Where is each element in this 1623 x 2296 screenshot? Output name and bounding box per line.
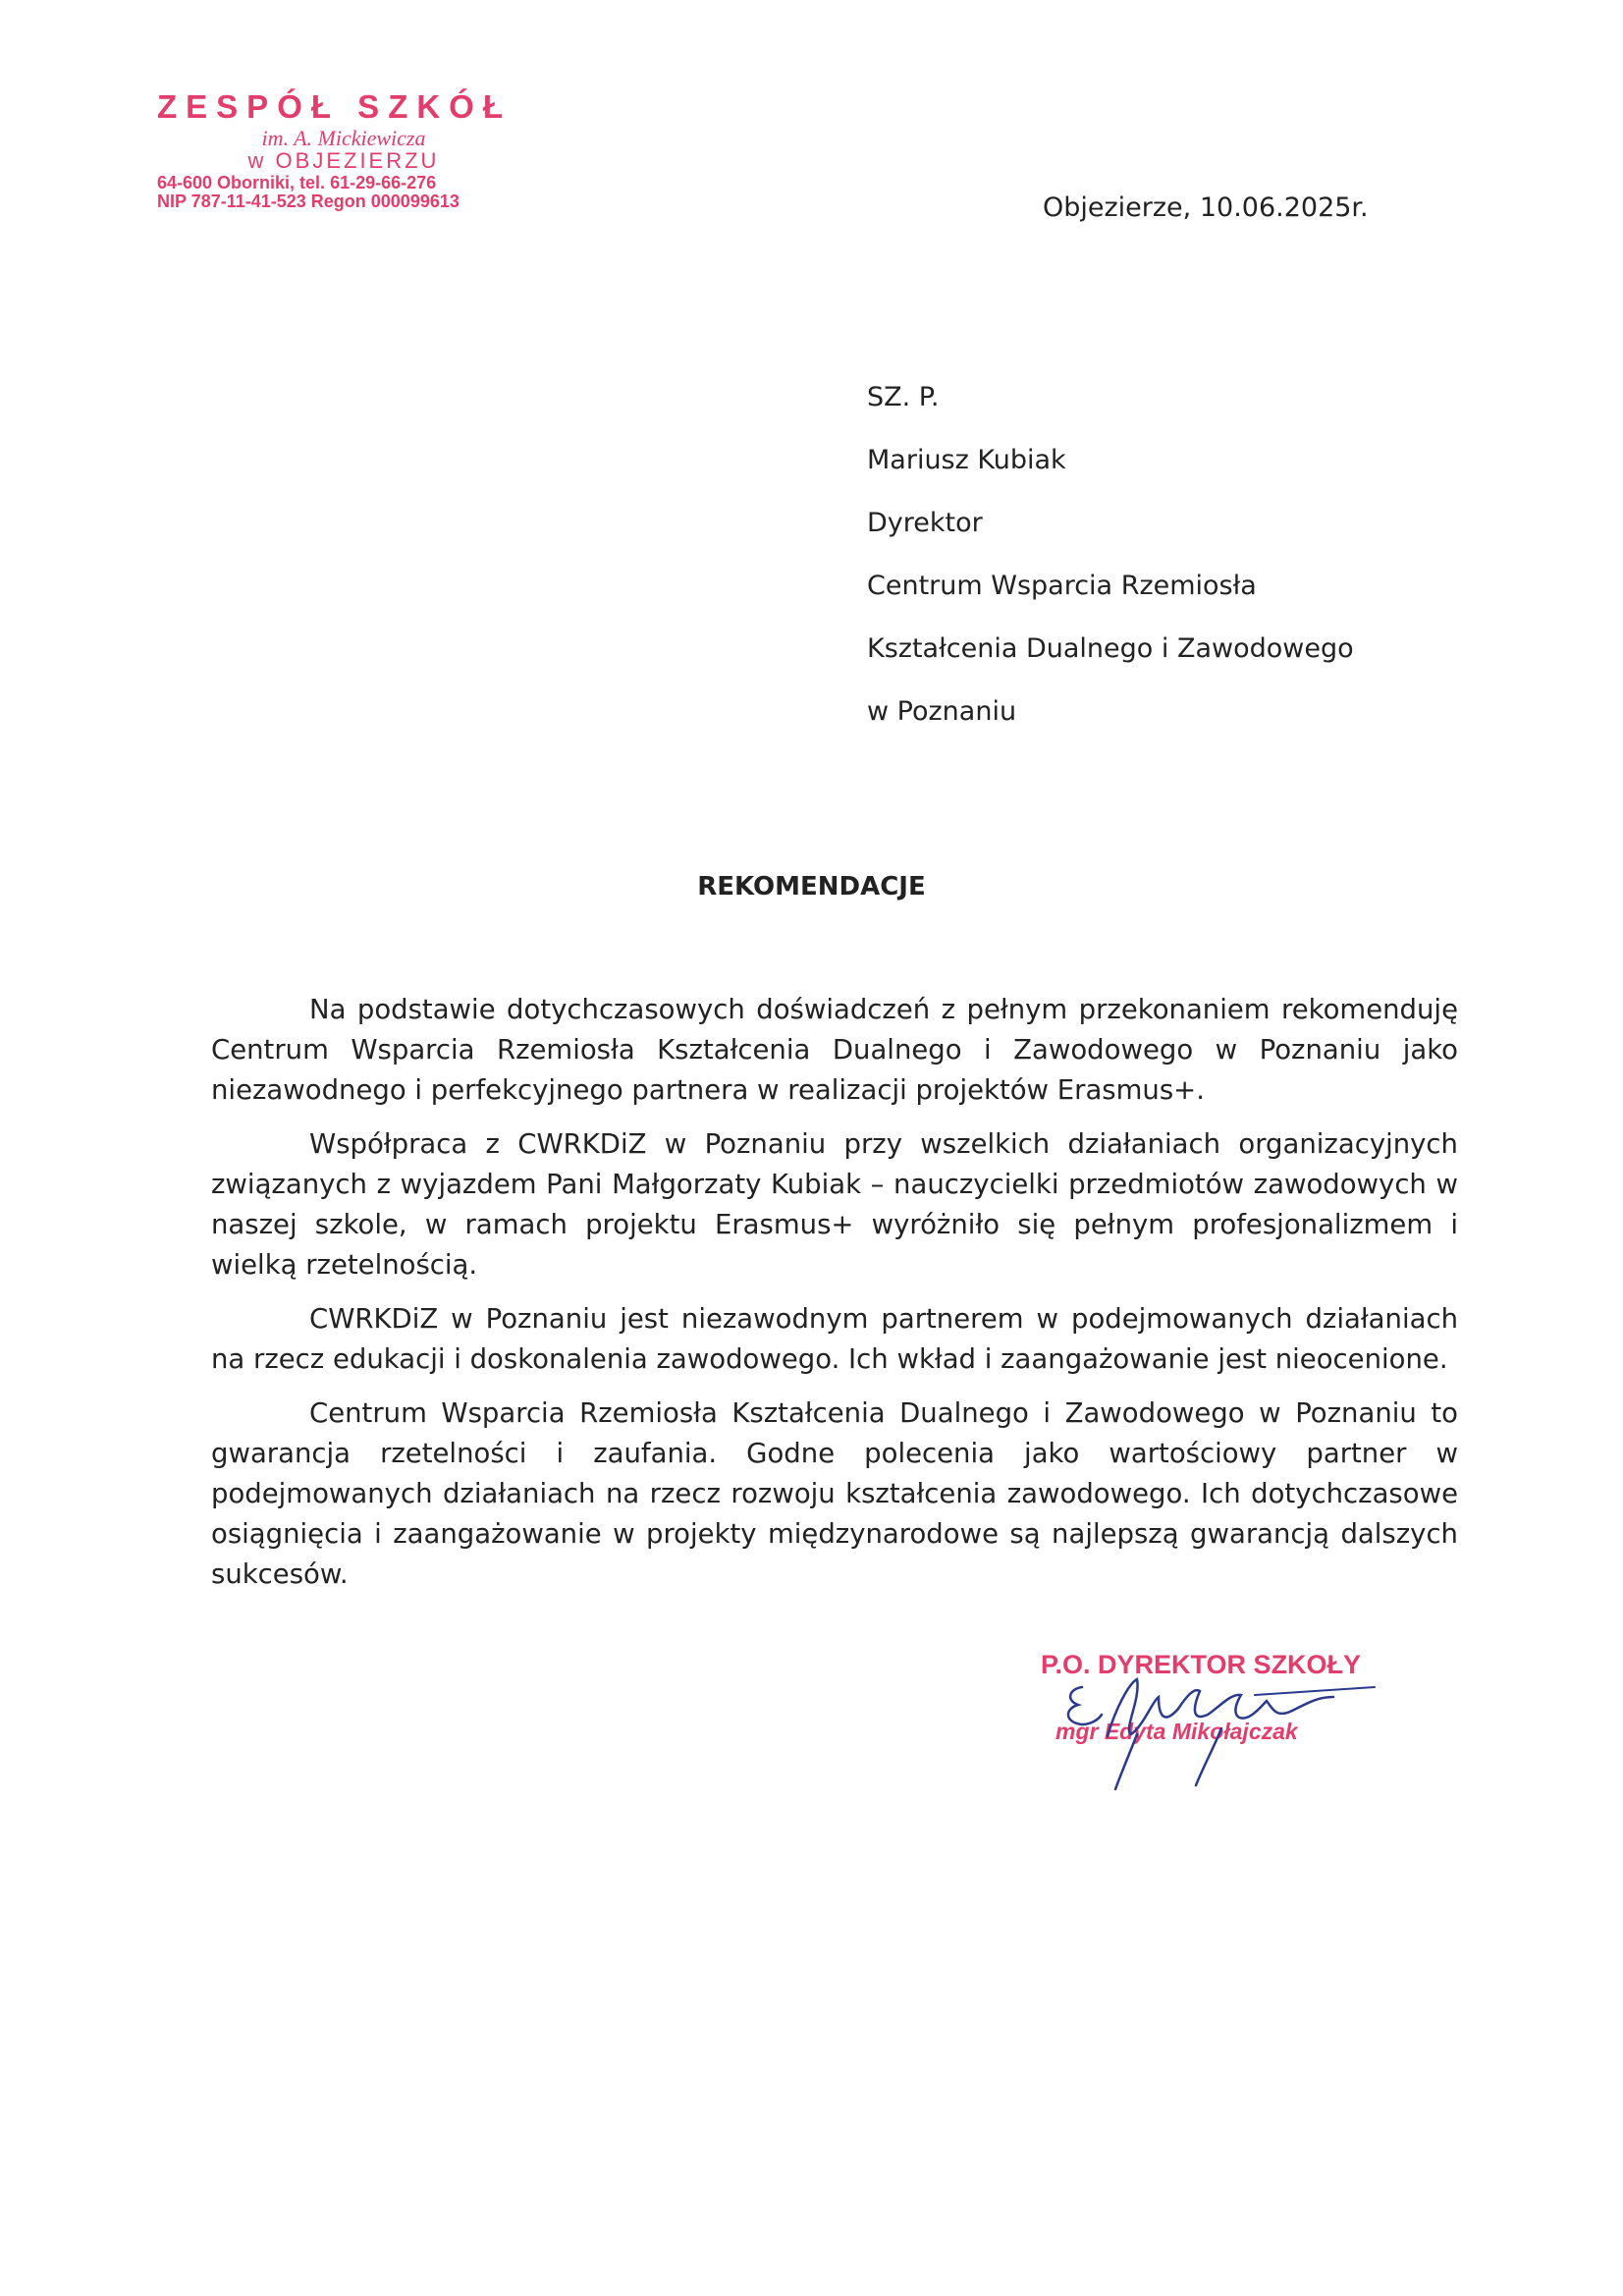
stamp-location: w OBJEZIERZU (247, 147, 440, 173)
addressee-line: Dyrektor (867, 508, 983, 538)
stamp-school-name: ZESPÓŁ SZKÓŁ (157, 88, 513, 125)
addressee-line: Mariusz Kubiak (867, 445, 1066, 475)
stamp-patron: im. A. Mickiewicza (261, 125, 426, 150)
addressee-block (867, 378, 1354, 755)
stamp-address: 64-600 Oborniki, tel. 61-29-66-276 (157, 172, 437, 192)
letter-body (211, 990, 1458, 1609)
letter-date: Objezierze, 10.06.2025r. (1043, 192, 1369, 223)
addressee-line: Centrum Wsparcia Rzemiosła (867, 571, 1257, 601)
handwritten-signature-icon (1021, 1640, 1394, 1797)
addressee-line: w Poznaniu (867, 696, 1017, 727)
body-paragraph: Centrum Wsparcia Rzemiosła Kształcenia Dualnego i Zawodowego w Poznaniu to gwarancja rzetelności i zaufania. Godne polecenia jako wartościowy partner w podejmowanych działaniach na rzecz rozwoju kształcenia zawodowego. Ich dotychczasowe osiągnięcia i zaangażowanie w projekty międzynarodowe są najlepszą gwarancją dalszych sukcesów. (211, 1397, 1458, 1590)
body-paragraph: Na podstawie dotychczasowych doświadczeń z pełnym przekonaniem rekomenduję Centrum Wsparcia Rzemiosła Kształcenia Dualnego i Zawodowego w Poznaniu jako niezawodnego i perfekcyjnego partnera w realizacji projektów Erasmus+. (211, 994, 1458, 1106)
stamp-ids: NIP 787-11-41-523 Regon 000099613 (157, 191, 460, 211)
signature-title: P.O. DYREKTOR SZKOŁY (1041, 1650, 1362, 1679)
signature-name: mgr Edyta Mikołajczak (1055, 1719, 1298, 1744)
body-paragraph: CWRKDiZ w Poznaniu jest niezawodnym partnerem w podejmowanych działaniach na rzecz edukacji i doskonalenia zawodowego. Ich wkład i zaangażowanie jest nieocenione. (211, 1303, 1458, 1375)
addressee-line: Kształcenia Dualnego i Zawodowego (867, 633, 1354, 664)
school-stamp (157, 90, 530, 211)
signature-block (1021, 1640, 1394, 1797)
addressee-line: SZ. P. (867, 382, 940, 412)
letter-title: REKOMENDACJE (697, 872, 926, 902)
body-paragraph: Współpraca z CWRKDiZ w Poznaniu przy wszelkich działaniach organizacyjnych związanych z wyjazdem Pani Małgorzaty Kubiak – nauczycielki przedmiotów zawodowych w naszej szkole, w ramach projektu Erasmus+ wyróżniło się pełnym profesjonalizmem i wielką rzetelnością. (211, 1128, 1458, 1281)
